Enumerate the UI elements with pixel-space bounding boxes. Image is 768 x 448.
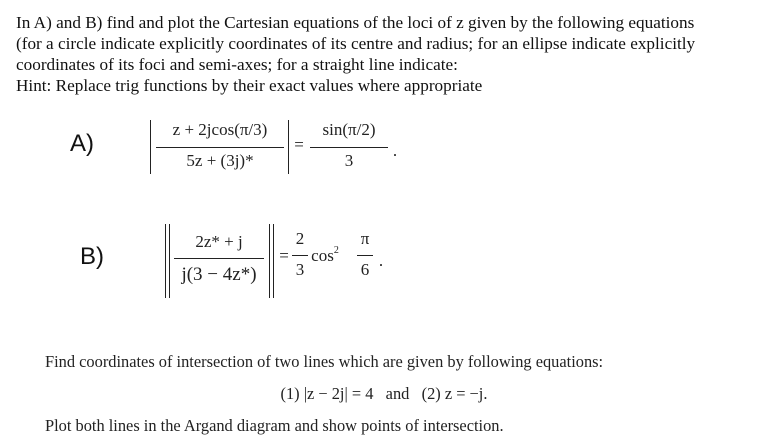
abs-bar-right-outer — [273, 224, 274, 298]
a-rhs-fraction-bar — [310, 147, 388, 148]
instruction-line-1: In A) and B) find and plot the Cartesian equations of the loci of z given by the following equations — [16, 13, 695, 32]
instructions-block — [16, 12, 760, 96]
b-arg-fraction-bar — [357, 255, 373, 256]
a-lhs-fraction-bar — [156, 147, 284, 148]
hint-line: Hint: Replace trig functions by their exact values where appropriate — [16, 76, 483, 95]
a-lhs-denominator: 5z + (3j)* — [186, 151, 254, 170]
b-coef-numerator: 2 — [295, 229, 305, 248]
intersection-equations: (1) |z − 2j| = 4 and (2) z = −j. — [280, 384, 488, 403]
b-trig-function — [310, 245, 340, 266]
instruction-line-2: (for a circle indicate explicitly coordinates of its centre and radius; for an ellipse indicate explicitly — [16, 34, 696, 53]
b-coef-fraction-bar — [292, 255, 308, 256]
problem-a-label: A) — [70, 130, 94, 157]
a-end-mark: . — [392, 141, 398, 160]
abs-bar-left — [150, 120, 151, 174]
b-arg-numerator: π — [360, 229, 370, 248]
plot-instruction: Plot both lines in the Argand diagram and show points of intersection. — [45, 416, 504, 435]
b-coef-denominator: 3 — [295, 260, 305, 279]
a-lhs-numerator: z + 2jcos(π/3) — [172, 120, 268, 139]
b-lhs-numerator: 2z* + j — [195, 232, 243, 251]
b-equals-sign: = — [279, 246, 289, 265]
b-lhs-denominator: j(3 − 4z*) — [181, 264, 257, 285]
abs-bar-left-inner — [169, 224, 170, 298]
abs-bar-right — [288, 120, 289, 174]
b-trig-name: cos — [311, 246, 334, 265]
abs-bar-left-outer — [165, 224, 166, 298]
abs-bar-right-inner — [269, 224, 270, 298]
b-arg-denominator: 6 — [360, 260, 370, 279]
instruction-line-3: coordinates of its foci and semi-axes; for a straight line indicate: — [16, 55, 458, 74]
b-lhs-fraction-bar — [174, 258, 264, 259]
intersection-prompt: Find coordinates of intersection of two lines which are given by following equations: — [45, 352, 604, 371]
a-rhs-numerator: sin(π/2) — [322, 120, 376, 139]
b-trig-power: 2 — [333, 245, 339, 256]
problem-b-label: B) — [80, 243, 104, 270]
a-equals-sign: = — [294, 135, 304, 154]
a-rhs-denominator: 3 — [344, 151, 354, 170]
b-end-mark: . — [378, 251, 384, 270]
